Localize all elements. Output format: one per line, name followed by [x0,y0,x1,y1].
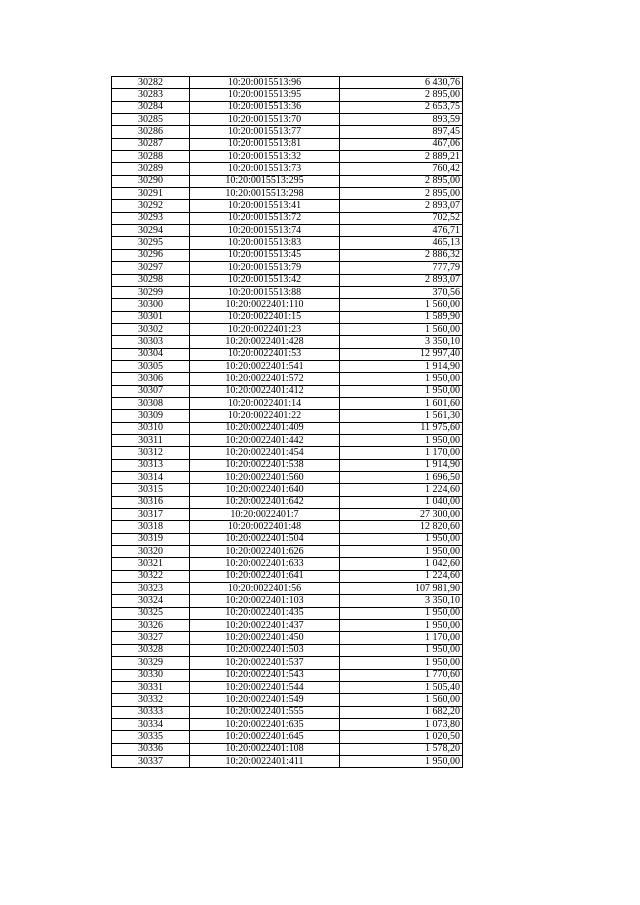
table-row [112,138,463,150]
value-cell: 2 886,32 [340,249,463,261]
cadastral-number-cell: 10:20:0022401:560 [190,472,340,484]
cadastral-number-cell: 10:20:0022401:543 [190,669,340,681]
value-cell: 1 170,00 [340,632,463,644]
cadastral-number-cell: 10:20:0022401:48 [190,521,340,533]
table-row [112,262,463,274]
cadastral-number-cell: 10:20:0022401:437 [190,620,340,632]
cadastral-number-cell: 10:20:0022401:412 [190,385,340,397]
value-cell: 1 170,00 [340,447,463,459]
value-cell: 1 950,00 [340,373,463,385]
table-row [112,163,463,175]
table-row [112,533,463,545]
table-row [112,373,463,385]
cadastral-number-cell: 10:20:0015513:41 [190,200,340,212]
row-number-cell: 30333 [112,706,190,718]
row-number-cell: 30283 [112,89,190,101]
table-row [112,595,463,607]
cadastral-number-cell: 10:20:0022401:635 [190,718,340,730]
row-number-cell: 30313 [112,459,190,471]
table-row [112,434,463,446]
value-cell: 370,56 [340,286,463,298]
cadastral-number-cell: 10:20:0022401:450 [190,632,340,644]
row-number-cell: 30303 [112,336,190,348]
value-cell: 1 560,00 [340,323,463,335]
table-row [112,422,463,434]
value-cell: 1 224,60 [340,484,463,496]
cadastral-number-cell: 10:20:0022401:626 [190,546,340,558]
cadastral-number-cell: 10:20:0022401:56 [190,583,340,595]
value-cell: 702,52 [340,212,463,224]
row-number-cell: 30300 [112,299,190,311]
row-number-cell: 30284 [112,101,190,113]
cadastral-number-cell: 10:20:0015513:77 [190,126,340,138]
value-cell: 12 820,60 [340,521,463,533]
value-cell: 1 950,00 [340,533,463,545]
row-number-cell: 30329 [112,657,190,669]
row-number-cell: 30326 [112,620,190,632]
table-row [112,360,463,372]
value-cell: 2 895,00 [340,188,463,200]
table-row [112,101,463,113]
row-number-cell: 30320 [112,546,190,558]
row-number-cell: 30301 [112,311,190,323]
table-row [112,706,463,718]
value-cell: 3 350,10 [340,595,463,607]
cadastral-number-cell: 10:20:0015513:32 [190,151,340,163]
row-number-cell: 30298 [112,274,190,286]
table-row [112,114,463,126]
cadastral-number-cell: 10:20:0022401:549 [190,694,340,706]
value-cell: 893,59 [340,114,463,126]
cadastral-number-cell: 10:20:0022401:53 [190,348,340,360]
row-number-cell: 30336 [112,743,190,755]
table-row [112,755,463,767]
value-cell: 11 975,60 [340,422,463,434]
value-cell: 1 578,20 [340,743,463,755]
cadastral-number-cell: 10:20:0022401:442 [190,434,340,446]
value-cell: 1 020,50 [340,731,463,743]
row-number-cell: 30304 [112,348,190,360]
value-cell: 1 505,40 [340,681,463,693]
value-cell: 1 914,90 [340,360,463,372]
cadastral-number-cell: 10:20:0022401:642 [190,496,340,508]
table-row [112,521,463,533]
row-number-cell: 30297 [112,262,190,274]
row-number-cell: 30305 [112,360,190,372]
value-cell: 1 589,90 [340,311,463,323]
table-row [112,496,463,508]
cadastral-number-cell: 10:20:0022401:103 [190,595,340,607]
table-row [112,669,463,681]
table-row [112,694,463,706]
row-number-cell: 30312 [112,447,190,459]
cadastral-number-cell: 10:20:0015513:95 [190,89,340,101]
row-number-cell: 30334 [112,718,190,730]
cadastral-value-table [111,76,463,768]
row-number-cell: 30335 [112,731,190,743]
row-number-cell: 30330 [112,669,190,681]
value-cell: 1 950,00 [340,434,463,446]
value-cell: 760,42 [340,163,463,175]
value-cell: 1 560,00 [340,694,463,706]
cadastral-number-cell: 10:20:0022401:110 [190,299,340,311]
table-row [112,558,463,570]
cadastral-number-cell: 10:20:0022401:645 [190,731,340,743]
cadastral-number-cell: 10:20:0022401:435 [190,607,340,619]
row-number-cell: 30299 [112,286,190,298]
cadastral-number-cell: 10:20:0022401:7 [190,509,340,521]
row-number-cell: 30292 [112,200,190,212]
table-row [112,274,463,286]
row-number-cell: 30308 [112,397,190,409]
cadastral-number-cell: 10:20:0022401:22 [190,410,340,422]
row-number-cell: 30332 [112,694,190,706]
row-number-cell: 30323 [112,583,190,595]
value-cell: 1 224,60 [340,570,463,582]
row-number-cell: 30294 [112,225,190,237]
cadastral-number-cell: 10:20:0022401:640 [190,484,340,496]
table-row [112,286,463,298]
row-number-cell: 30306 [112,373,190,385]
table-row [112,311,463,323]
value-cell: 1 950,00 [340,546,463,558]
table-row [112,731,463,743]
cadastral-number-cell: 10:20:0022401:23 [190,323,340,335]
cadastral-number-cell: 10:20:0022401:537 [190,657,340,669]
row-number-cell: 30327 [112,632,190,644]
cadastral-number-cell: 10:20:0022401:14 [190,397,340,409]
value-cell: 1 601,60 [340,397,463,409]
value-cell: 1 682,20 [340,706,463,718]
table-row [112,151,463,163]
table-row [112,447,463,459]
value-cell: 2 653,75 [340,101,463,113]
value-cell: 2 895,00 [340,175,463,187]
value-cell: 1 770,60 [340,669,463,681]
value-cell: 1 950,00 [340,607,463,619]
value-cell: 1 950,00 [340,620,463,632]
cadastral-number-cell: 10:20:0015513:45 [190,249,340,261]
cadastral-number-cell: 10:20:0015513:79 [190,262,340,274]
row-number-cell: 30285 [112,114,190,126]
table-row [112,583,463,595]
table-row [112,348,463,360]
row-number-cell: 30290 [112,175,190,187]
cadastral-number-cell: 10:20:0022401:538 [190,459,340,471]
table-row [112,718,463,730]
row-number-cell: 30287 [112,138,190,150]
table-row [112,336,463,348]
table-row [112,323,463,335]
table-row [112,632,463,644]
cadastral-number-cell: 10:20:0022401:633 [190,558,340,570]
table-row [112,225,463,237]
value-cell: 1 914,90 [340,459,463,471]
cadastral-number-cell: 10:20:0022401:15 [190,311,340,323]
cadastral-number-cell: 10:20:0022401:108 [190,743,340,755]
row-number-cell: 30293 [112,212,190,224]
value-cell: 777,79 [340,262,463,274]
row-number-cell: 30314 [112,472,190,484]
value-cell: 467,06 [340,138,463,150]
row-number-cell: 30317 [112,509,190,521]
row-number-cell: 30331 [112,681,190,693]
value-cell: 1 950,00 [340,755,463,767]
table-body [112,77,463,768]
table-row [112,89,463,101]
table-row [112,126,463,138]
row-number-cell: 30282 [112,77,190,89]
row-number-cell: 30318 [112,521,190,533]
cadastral-number-cell: 10:20:0015513:81 [190,138,340,150]
row-number-cell: 30324 [112,595,190,607]
value-cell: 1 040,00 [340,496,463,508]
table-row [112,200,463,212]
value-cell: 12 997,40 [340,348,463,360]
table-row [112,681,463,693]
cadastral-number-cell: 10:20:0015513:73 [190,163,340,175]
cadastral-number-cell: 10:20:0022401:409 [190,422,340,434]
value-cell: 1 560,00 [340,299,463,311]
row-number-cell: 30289 [112,163,190,175]
value-cell: 1 696,50 [340,472,463,484]
table-row [112,397,463,409]
row-number-cell: 30311 [112,434,190,446]
row-number-cell: 30310 [112,422,190,434]
table-row [112,570,463,582]
value-cell: 1 950,00 [340,644,463,656]
value-cell: 465,13 [340,237,463,249]
table-row [112,299,463,311]
row-number-cell: 30295 [112,237,190,249]
row-number-cell: 30319 [112,533,190,545]
table-row [112,77,463,89]
table-row [112,385,463,397]
cadastral-number-cell: 10:20:0022401:641 [190,570,340,582]
value-cell: 2 893,07 [340,274,463,286]
table-row [112,410,463,422]
value-cell: 2 893,07 [340,200,463,212]
value-cell: 6 430,76 [340,77,463,89]
value-cell: 1 042,60 [340,558,463,570]
table-row [112,249,463,261]
row-number-cell: 30286 [112,126,190,138]
table-row [112,175,463,187]
cadastral-number-cell: 10:20:0022401:428 [190,336,340,348]
row-number-cell: 30322 [112,570,190,582]
cadastral-number-cell: 10:20:0015513:72 [190,212,340,224]
row-number-cell: 30316 [112,496,190,508]
cadastral-number-cell: 10:20:0022401:411 [190,755,340,767]
row-number-cell: 30309 [112,410,190,422]
cadastral-number-cell: 10:20:0015513:298 [190,188,340,200]
table-row [112,607,463,619]
table-row [112,657,463,669]
cadastral-number-cell: 10:20:0015513:96 [190,77,340,89]
cadastral-number-cell: 10:20:0022401:504 [190,533,340,545]
cadastral-number-cell: 10:20:0022401:454 [190,447,340,459]
value-cell: 3 350,10 [340,336,463,348]
value-cell: 1 073,80 [340,718,463,730]
row-number-cell: 30328 [112,644,190,656]
table-row [112,472,463,484]
value-cell: 27 300,00 [340,509,463,521]
value-cell: 1 561,30 [340,410,463,422]
cadastral-number-cell: 10:20:0015513:74 [190,225,340,237]
cadastral-number-cell: 10:20:0015513:295 [190,175,340,187]
value-cell: 2 895,00 [340,89,463,101]
cadastral-number-cell: 10:20:0022401:572 [190,373,340,385]
cadastral-number-cell: 10:20:0022401:503 [190,644,340,656]
table-row [112,237,463,249]
value-cell: 1 950,00 [340,657,463,669]
row-number-cell: 30307 [112,385,190,397]
cadastral-number-cell: 10:20:0015513:83 [190,237,340,249]
table-row [112,509,463,521]
cadastral-number-cell: 10:20:0022401:544 [190,681,340,693]
row-number-cell: 30315 [112,484,190,496]
row-number-cell: 30291 [112,188,190,200]
cadastral-number-cell: 10:20:0015513:36 [190,101,340,113]
table-row [112,459,463,471]
cadastral-number-cell: 10:20:0015513:42 [190,274,340,286]
value-cell: 897,45 [340,126,463,138]
value-cell: 476,71 [340,225,463,237]
table-row [112,188,463,200]
cadastral-number-cell: 10:20:0015513:70 [190,114,340,126]
value-cell: 1 950,00 [340,385,463,397]
table-row [112,484,463,496]
table-row [112,620,463,632]
table-row [112,546,463,558]
row-number-cell: 30337 [112,755,190,767]
row-number-cell: 30321 [112,558,190,570]
row-number-cell: 30302 [112,323,190,335]
table-row [112,212,463,224]
value-cell: 2 889,21 [340,151,463,163]
row-number-cell: 30325 [112,607,190,619]
value-cell: 107 981,90 [340,583,463,595]
cadastral-number-cell: 10:20:0022401:555 [190,706,340,718]
row-number-cell: 30296 [112,249,190,261]
table-row [112,743,463,755]
row-number-cell: 30288 [112,151,190,163]
cadastral-number-cell: 10:20:0015513:88 [190,286,340,298]
cadastral-number-cell: 10:20:0022401:541 [190,360,340,372]
table-row [112,644,463,656]
